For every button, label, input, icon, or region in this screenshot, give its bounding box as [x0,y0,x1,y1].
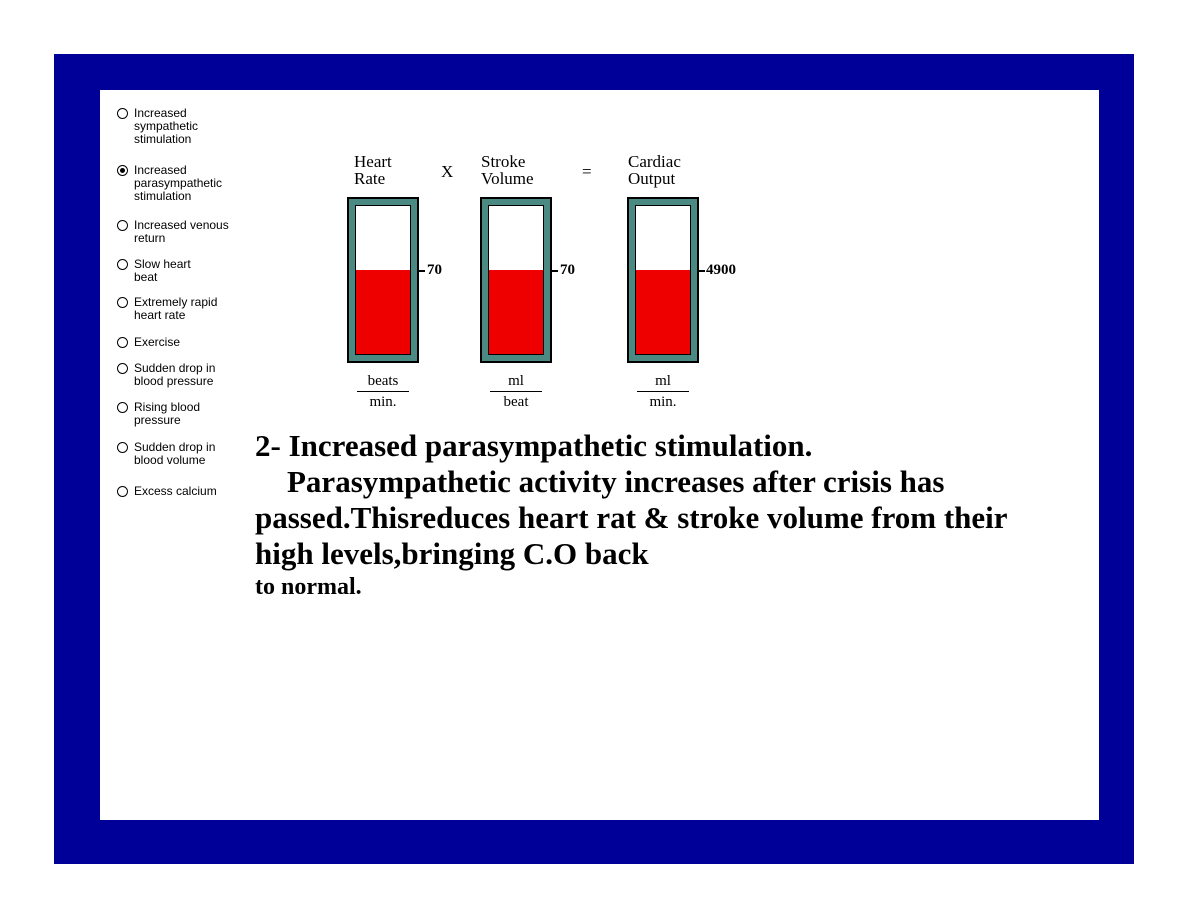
cardiac-output-unit: ml min. [633,373,693,410]
option-sudden-drop-in-blood-volume[interactable]: Sudden drop in blood volume [117,441,252,467]
heart-rate-header: Heart Rate [354,152,392,188]
heart-rate-unit: beats min. [353,373,413,410]
option-extremely-rapid-heart-rate[interactable]: Extremely rapid heart rate [117,296,252,322]
cardiac-output-value: 4900 [706,262,736,278]
option-increased-sympathetic-stimulation[interactable]: Increased sympathetic stimulation [117,107,252,146]
radio-button-icon[interactable] [117,486,128,497]
explanation-title: 2- Increased parasympathetic stimulation. [255,428,813,463]
option-rising-blood-pressure[interactable]: Rising blood pressure [117,401,252,427]
gauge-tube [488,205,544,355]
option-increased-venous-return[interactable]: Increased venous return [117,219,252,245]
stroke-volume-level [489,270,543,354]
radio-button-icon[interactable] [117,259,128,270]
equals-sign: = [582,162,592,181]
explanation-block [255,428,1055,602]
cardiac-output-level [636,270,690,354]
option-exercise[interactable]: Exercise [117,336,252,349]
multiply-sign: X [441,162,454,181]
explanation-ending: to normal. [255,574,362,600]
cardiac-output-gauge [627,197,699,363]
stroke-volume-unit: ml beat [486,373,546,410]
stroke-volume-header: Stroke Volume [481,152,534,188]
cardiac-output-tick [699,270,705,272]
option-slow-heart-beat[interactable]: Slow heart beat [117,258,252,284]
radio-button-icon[interactable] [117,108,128,119]
cardiac-output-header: Cardiac Output [628,152,681,188]
heart-rate-level [356,270,410,354]
heart-rate-gauge [347,197,419,363]
heart-rate-tick [419,270,425,272]
radio-button-icon[interactable] [117,363,128,374]
radio-button-icon[interactable] [117,297,128,308]
heart-rate-value: 70 [427,262,442,278]
stroke-volume-gauge [480,197,552,363]
explanation-body: Parasympathetic activity increases after crisis has passed.Thisreduces heart rat & stroke volume from their high levels,bringing C.O back [255,464,1007,571]
option-excess-calcium[interactable]: Excess calcium [117,485,252,498]
radio-button-selected-icon[interactable] [117,165,128,176]
option-sudden-drop-in-blood-pressure[interactable]: Sudden drop in blood pressure [117,362,252,388]
stroke-volume-value: 70 [560,262,575,278]
gauge-tube [635,205,691,355]
radio-button-icon[interactable] [117,337,128,348]
radio-button-icon[interactable] [117,220,128,231]
stroke-volume-tick [552,270,558,272]
gauge-tube [355,205,411,355]
option-increased-parasympathetic-stimulation[interactable]: Increased parasympathetic stimulation [117,164,252,203]
radio-button-icon[interactable] [117,442,128,453]
radio-button-icon[interactable] [117,402,128,413]
